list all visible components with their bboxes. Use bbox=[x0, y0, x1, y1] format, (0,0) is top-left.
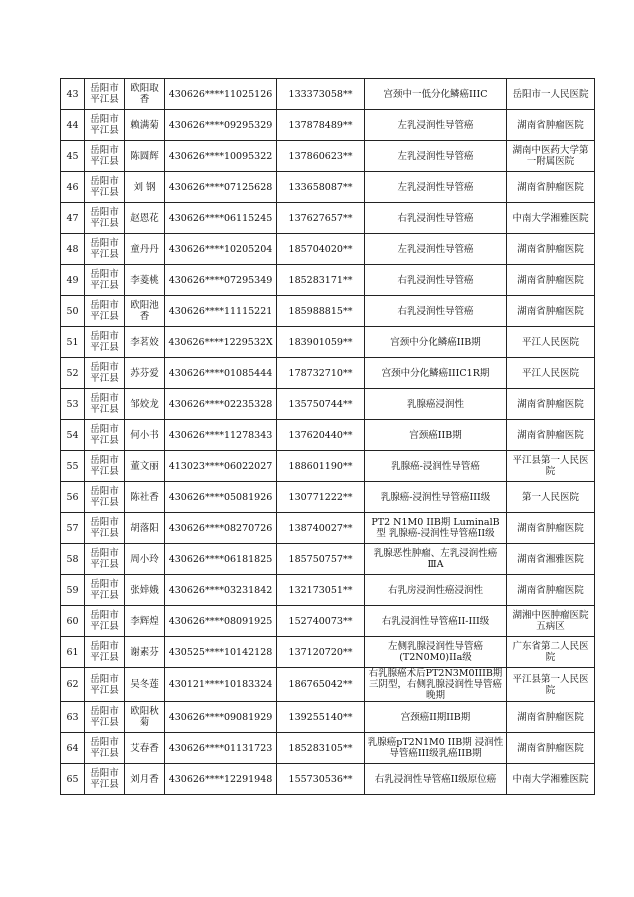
diagnosis-cell: 宫颈癌IIB期 bbox=[365, 420, 507, 451]
region-cell: 岳阳市平江县 bbox=[85, 141, 125, 172]
diagnosis-cell: 乳腺恶性肿瘤、左乳浸润性癌ⅢA bbox=[365, 544, 507, 575]
phone-cell: 152740073** bbox=[277, 606, 365, 637]
phone-cell: 137620440** bbox=[277, 420, 365, 451]
phone-cell: 185704020** bbox=[277, 234, 365, 265]
phone-cell: 138740027** bbox=[277, 513, 365, 544]
table-row bbox=[61, 172, 595, 203]
name-cell: 陈圆辉 bbox=[125, 141, 165, 172]
row-number: 63 bbox=[61, 702, 85, 733]
row-number: 62 bbox=[61, 668, 85, 702]
region-cell: 岳阳市平江县 bbox=[85, 296, 125, 327]
id-number-cell: 430626****1229532X bbox=[165, 327, 277, 358]
phone-cell: 132173051** bbox=[277, 575, 365, 606]
name-cell: 艾春香 bbox=[125, 733, 165, 764]
name-cell: 吴冬莲 bbox=[125, 668, 165, 702]
row-number: 61 bbox=[61, 637, 85, 668]
table-row bbox=[61, 544, 595, 575]
table-row bbox=[61, 733, 595, 764]
name-cell: 谢素芬 bbox=[125, 637, 165, 668]
region-cell: 岳阳市平江县 bbox=[85, 575, 125, 606]
region-cell: 岳阳市平江县 bbox=[85, 544, 125, 575]
hospital-cell: 湖南省湘雅医院 bbox=[507, 544, 595, 575]
name-cell: 苏芬爱 bbox=[125, 358, 165, 389]
hospital-cell: 湖南省肿瘤医院 bbox=[507, 234, 595, 265]
id-number-cell: 430626****12291948 bbox=[165, 764, 277, 795]
hospital-cell: 岳阳市一人民医院 bbox=[507, 79, 595, 110]
diagnosis-cell: 宫颈中分化鳞癌IIIC1R期 bbox=[365, 358, 507, 389]
id-number-cell: 430626****01131723 bbox=[165, 733, 277, 764]
row-number: 64 bbox=[61, 733, 85, 764]
table-row bbox=[61, 575, 595, 606]
hospital-cell: 湖南中医药大学第一附属医院 bbox=[507, 141, 595, 172]
diagnosis-cell: 右乳浸润性导管癌 bbox=[365, 296, 507, 327]
phone-cell: 185750757** bbox=[277, 544, 365, 575]
hospital-cell: 湖南省肿瘤医院 bbox=[507, 733, 595, 764]
name-cell: 赵恩花 bbox=[125, 203, 165, 234]
name-cell: 欧阳取香 bbox=[125, 79, 165, 110]
table-row bbox=[61, 234, 595, 265]
row-number: 65 bbox=[61, 764, 85, 795]
diagnosis-cell: 右乳浸润性导管癌 bbox=[365, 203, 507, 234]
table-row bbox=[61, 482, 595, 513]
region-cell: 岳阳市平江县 bbox=[85, 172, 125, 203]
hospital-cell: 湖南省肿瘤医院 bbox=[507, 296, 595, 327]
row-number: 46 bbox=[61, 172, 85, 203]
table-row bbox=[61, 389, 595, 420]
hospital-cell: 广东省第二人民医院 bbox=[507, 637, 595, 668]
hospital-cell: 平江人民医院 bbox=[507, 327, 595, 358]
hospital-cell: 湖南省肿瘤医院 bbox=[507, 110, 595, 141]
row-number: 59 bbox=[61, 575, 85, 606]
table-row bbox=[61, 141, 595, 172]
diagnosis-cell: 乳腺癌-浸润性导管癌 bbox=[365, 451, 507, 482]
table-row bbox=[61, 637, 595, 668]
name-cell: 董文丽 bbox=[125, 451, 165, 482]
row-number: 52 bbox=[61, 358, 85, 389]
hospital-cell: 第一人民医院 bbox=[507, 482, 595, 513]
id-number-cell: 430626****11278343 bbox=[165, 420, 277, 451]
id-number-cell: 430626****06181825 bbox=[165, 544, 277, 575]
phone-cell: 139255140** bbox=[277, 702, 365, 733]
name-cell: 欧阳池香 bbox=[125, 296, 165, 327]
name-cell: 刘 钢 bbox=[125, 172, 165, 203]
id-number-cell: 430626****03231842 bbox=[165, 575, 277, 606]
id-number-cell: 430626****10095322 bbox=[165, 141, 277, 172]
hospital-cell: 平江县第一人民医院 bbox=[507, 668, 595, 702]
diagnosis-cell: 乳腺癌浸润性 bbox=[365, 389, 507, 420]
row-number: 47 bbox=[61, 203, 85, 234]
name-cell: 赖满菊 bbox=[125, 110, 165, 141]
row-number: 43 bbox=[61, 79, 85, 110]
row-number: 58 bbox=[61, 544, 85, 575]
row-number: 57 bbox=[61, 513, 85, 544]
row-number: 49 bbox=[61, 265, 85, 296]
diagnosis-cell: 乳腺癌-浸润性导管癌III级 bbox=[365, 482, 507, 513]
id-number-cell: 430626****07125628 bbox=[165, 172, 277, 203]
phone-cell: 186765042** bbox=[277, 668, 365, 702]
diagnosis-cell: 宫颈中分化鳞癌IIB期 bbox=[365, 327, 507, 358]
region-cell: 岳阳市平江县 bbox=[85, 389, 125, 420]
diagnosis-cell: 右乳腺癌术后PT2N3M0IIIB期三阴型，右侧乳腺浸润性导管癌晚期 bbox=[365, 668, 507, 702]
diagnosis-cell: 宫颈癌II期IIB期 bbox=[365, 702, 507, 733]
id-number-cell: 430525****10142128 bbox=[165, 637, 277, 668]
id-number-cell: 430626****08091925 bbox=[165, 606, 277, 637]
hospital-cell: 湖南省肿瘤医院 bbox=[507, 389, 595, 420]
table-row bbox=[61, 702, 595, 733]
hospital-cell: 湖南省肿瘤医院 bbox=[507, 575, 595, 606]
row-number: 45 bbox=[61, 141, 85, 172]
table-row bbox=[61, 451, 595, 482]
name-cell: 李辉煌 bbox=[125, 606, 165, 637]
table-row bbox=[61, 668, 595, 702]
name-cell: 李茗姣 bbox=[125, 327, 165, 358]
region-cell: 岳阳市平江县 bbox=[85, 637, 125, 668]
id-number-cell: 430626****01085444 bbox=[165, 358, 277, 389]
hospital-cell: 湖湘中医肿瘤医院五病区 bbox=[507, 606, 595, 637]
diagnosis-cell: 右乳浸润性导管癌II-III级 bbox=[365, 606, 507, 637]
region-cell: 岳阳市平江县 bbox=[85, 358, 125, 389]
row-number: 48 bbox=[61, 234, 85, 265]
region-cell: 岳阳市平江县 bbox=[85, 482, 125, 513]
hospital-cell: 中南大学湘雅医院 bbox=[507, 203, 595, 234]
id-number-cell: 430626****07295349 bbox=[165, 265, 277, 296]
diagnosis-cell: 右乳房浸润性癌浸润性 bbox=[365, 575, 507, 606]
id-number-cell: 430626****02235328 bbox=[165, 389, 277, 420]
table-row bbox=[61, 265, 595, 296]
hospital-cell: 湖南省肿瘤医院 bbox=[507, 265, 595, 296]
phone-cell: 137860623** bbox=[277, 141, 365, 172]
diagnosis-cell: 乳腺癌pT2N1M0 IIB期 浸润性导管癌III级乳癌IIB期 bbox=[365, 733, 507, 764]
id-number-cell: 430626****10205204 bbox=[165, 234, 277, 265]
id-number-cell: 430626****11115221 bbox=[165, 296, 277, 327]
hospital-cell: 湖南省肿瘤医院 bbox=[507, 420, 595, 451]
phone-cell: 178732710** bbox=[277, 358, 365, 389]
name-cell: 李菱桃 bbox=[125, 265, 165, 296]
region-cell: 岳阳市平江县 bbox=[85, 451, 125, 482]
name-cell: 刘月香 bbox=[125, 764, 165, 795]
diagnosis-cell: 左侧乳腺浸润性导管癌(T2N0M0)IIa级 bbox=[365, 637, 507, 668]
row-number: 55 bbox=[61, 451, 85, 482]
name-cell: 邹姣龙 bbox=[125, 389, 165, 420]
phone-cell: 137627657** bbox=[277, 203, 365, 234]
row-number: 56 bbox=[61, 482, 85, 513]
table-row bbox=[61, 327, 595, 358]
table-row bbox=[61, 420, 595, 451]
region-cell: 岳阳市平江县 bbox=[85, 110, 125, 141]
region-cell: 岳阳市平江县 bbox=[85, 513, 125, 544]
id-number-cell: 430626****09295329 bbox=[165, 110, 277, 141]
id-number-cell: 430626****11025126 bbox=[165, 79, 277, 110]
id-number-cell: 430626****05081926 bbox=[165, 482, 277, 513]
region-cell: 岳阳市平江县 bbox=[85, 733, 125, 764]
hospital-cell: 湖南省肿瘤医院 bbox=[507, 702, 595, 733]
name-cell: 何小书 bbox=[125, 420, 165, 451]
phone-cell: 183901059** bbox=[277, 327, 365, 358]
id-number-cell: 430121****10183324 bbox=[165, 668, 277, 702]
phone-cell: 185988815** bbox=[277, 296, 365, 327]
phone-cell: 135750744** bbox=[277, 389, 365, 420]
region-cell: 岳阳市平江县 bbox=[85, 702, 125, 733]
table-row bbox=[61, 513, 595, 544]
table-row bbox=[61, 358, 595, 389]
row-number: 50 bbox=[61, 296, 85, 327]
diagnosis-cell: PT2 N1M0 IIB期 LuminalB型 乳腺癌-浸润性导管癌II级 bbox=[365, 513, 507, 544]
table-body bbox=[61, 79, 595, 795]
phone-cell: 188601190** bbox=[277, 451, 365, 482]
name-cell: 张婞娥 bbox=[125, 575, 165, 606]
region-cell: 岳阳市平江县 bbox=[85, 764, 125, 795]
hospital-cell: 湖南省肿瘤医院 bbox=[507, 172, 595, 203]
diagnosis-cell: 左乳浸润性导管癌 bbox=[365, 110, 507, 141]
row-number: 60 bbox=[61, 606, 85, 637]
region-cell: 岳阳市平江县 bbox=[85, 668, 125, 702]
phone-cell: 137878489** bbox=[277, 110, 365, 141]
row-number: 51 bbox=[61, 327, 85, 358]
table-row bbox=[61, 110, 595, 141]
hospital-cell: 平江县第一人民医院 bbox=[507, 451, 595, 482]
diagnosis-cell: 左乳浸润性导管癌 bbox=[365, 172, 507, 203]
hospital-cell: 平江人民医院 bbox=[507, 358, 595, 389]
diagnosis-cell: 右乳浸润性导管癌 bbox=[365, 265, 507, 296]
phone-cell: 133373058** bbox=[277, 79, 365, 110]
row-number: 44 bbox=[61, 110, 85, 141]
id-number-cell: 430626****08270726 bbox=[165, 513, 277, 544]
diagnosis-cell: 宫颈中一低分化鳞癌IIIC bbox=[365, 79, 507, 110]
name-cell: 欧阳秋菊 bbox=[125, 702, 165, 733]
region-cell: 岳阳市平江县 bbox=[85, 79, 125, 110]
region-cell: 岳阳市平江县 bbox=[85, 420, 125, 451]
id-number-cell: 430626****06115245 bbox=[165, 203, 277, 234]
table-row bbox=[61, 606, 595, 637]
phone-cell: 133658087** bbox=[277, 172, 365, 203]
patient-table bbox=[60, 78, 595, 795]
hospital-cell: 湖南省肿瘤医院 bbox=[507, 513, 595, 544]
row-number: 53 bbox=[61, 389, 85, 420]
id-number-cell: 430626****09081929 bbox=[165, 702, 277, 733]
row-number: 54 bbox=[61, 420, 85, 451]
name-cell: 陈社香 bbox=[125, 482, 165, 513]
table-row bbox=[61, 79, 595, 110]
name-cell: 胡落阳 bbox=[125, 513, 165, 544]
phone-cell: 130771222** bbox=[277, 482, 365, 513]
name-cell: 童丹丹 bbox=[125, 234, 165, 265]
diagnosis-cell: 左乳浸润性导管癌 bbox=[365, 141, 507, 172]
table-row bbox=[61, 764, 595, 795]
phone-cell: 137120720** bbox=[277, 637, 365, 668]
id-number-cell: 413023****06022027 bbox=[165, 451, 277, 482]
phone-cell: 185283171** bbox=[277, 265, 365, 296]
hospital-cell: 中南大学湘雅医院 bbox=[507, 764, 595, 795]
diagnosis-cell: 左乳浸润性导管癌 bbox=[365, 234, 507, 265]
region-cell: 岳阳市平江县 bbox=[85, 234, 125, 265]
region-cell: 岳阳市平江县 bbox=[85, 327, 125, 358]
region-cell: 岳阳市平江县 bbox=[85, 265, 125, 296]
phone-cell: 185283105** bbox=[277, 733, 365, 764]
table-row bbox=[61, 296, 595, 327]
region-cell: 岳阳市平江县 bbox=[85, 203, 125, 234]
table-row bbox=[61, 203, 595, 234]
name-cell: 周小玲 bbox=[125, 544, 165, 575]
region-cell: 岳阳市平江县 bbox=[85, 606, 125, 637]
phone-cell: 155730536** bbox=[277, 764, 365, 795]
diagnosis-cell: 右乳浸润性导管癌II级原位癌 bbox=[365, 764, 507, 795]
